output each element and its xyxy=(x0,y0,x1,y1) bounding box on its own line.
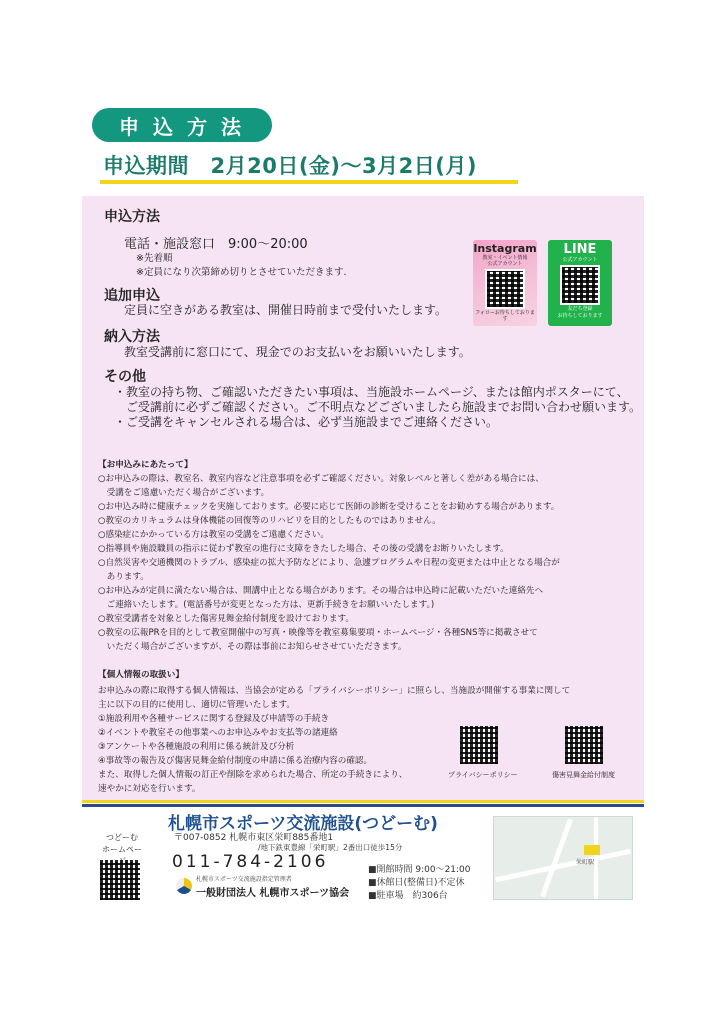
association-logo-icon xyxy=(176,878,192,894)
line-footer-2: お待ちしております xyxy=(557,313,603,319)
notice-line-7: ○自然災害や交通機関のトラブル、感染症の拡大予防などにより、急遽プログラムや日程の変更または中止となる場合が xyxy=(98,558,560,568)
notice-line-4: ○教室のカリキュラムは身体機能の回復等のリハビリを目的としたものではありません。 xyxy=(98,516,441,526)
line-title: LINE xyxy=(563,242,597,257)
privacy-line-7: また、取得した個人情報の訂正や削除を求められた場合、所定の手続きにより、 xyxy=(98,770,408,780)
injury-benefit-qr-icon[interactable] xyxy=(565,726,603,764)
section-title: 申込方法 xyxy=(119,114,255,139)
manager-note: 札幌市スポーツ交流施設指定管理者 xyxy=(196,876,292,883)
map-road xyxy=(540,819,573,898)
other-line-1: ・教室の持ち物、ご確認いただきたい事項は、当施設ホームページ、または館内ポスターにて、 xyxy=(114,385,629,399)
notice-line-12: ○教室の広報PRを目的として教室開催中の写真・映像等を教室募集要項・ホームページ・各種SNS等に掲載させて xyxy=(98,628,538,638)
instagram-qr-card[interactable] xyxy=(473,240,537,326)
homepage-label-line-1: つどーむ xyxy=(106,833,138,842)
map-road xyxy=(594,817,598,899)
injury-benefit-caption: 傷害見舞金給付制度 xyxy=(552,771,615,779)
instagram-sub-1: 教室・イベント情報 xyxy=(482,255,528,261)
other-line-3: ・ご受講をキャンセルされる場合は、必ず当施設までご連絡ください。 xyxy=(114,415,499,429)
access-info: /地下鉄東豊線「栄町駅」2番出口徒歩15分 xyxy=(258,843,403,852)
notice-heading: 【お申込みにあたって】 xyxy=(98,460,193,470)
application-method: 電話・施設窓口 9:00～20:00 xyxy=(124,237,308,252)
notice-line-5: ○感染症にかかっている方は教室の受講をご遠慮ください。 xyxy=(98,530,329,540)
notice-line-9: ○お申込みが定員に満たない場合は、開講中止となる場合があります。その場合は申込時に記載いただいた連絡先へ xyxy=(98,586,544,596)
instagram-sub-2: 公式アカウント xyxy=(487,261,523,267)
notice-line-1: ○お申込みの際は、教室名、教室内容など注意事項を必ずご確認ください。対象レベルと著しく差がある場合には、 xyxy=(98,474,544,484)
notice-line-10: ご連絡いたします。(電話番号が変更となった方は、更新手続きをお願いいたします。) xyxy=(98,600,435,610)
notice-line-8: あります。 xyxy=(98,572,149,582)
map-station-marker-icon xyxy=(584,845,600,855)
organization-name: 一般財団法人 札幌市スポーツ協会 xyxy=(196,888,350,899)
privacy-policy-qr-icon[interactable] xyxy=(460,726,498,764)
application-note-1: ※先着順 xyxy=(136,253,173,264)
application-period: 申込期間 2月20日(金)～3月2日(月) xyxy=(103,154,477,178)
notice-line-11: ○教室受講者を対象とした傷害見舞金給付制度を設けております。 xyxy=(98,614,355,624)
privacy-line-4: ②イベントや教室その他事業へのお申込みやお支払等の諸連絡 xyxy=(98,728,338,738)
privacy-line-5: ③アンケートや各種施設の利用に係る統計及び分析 xyxy=(98,742,295,752)
notice-line-2: 受講をご遠慮いただく場合がございます。 xyxy=(98,488,270,498)
homepage-qr-icon[interactable] xyxy=(100,860,140,900)
line-sub: 公式アカウント xyxy=(562,257,598,263)
other-heading: その他 xyxy=(104,369,146,385)
other-line-2: ご受講前に必ずご確認ください。ご不明点などございましたら施設までお問い合わせ願います。 xyxy=(114,400,642,414)
instagram-qr-code-icon xyxy=(485,269,525,309)
instagram-title: Instagram xyxy=(473,242,537,255)
footer-divider-yellow xyxy=(82,800,644,803)
privacy-heading: 【個人情報の取扱い】 xyxy=(98,670,184,680)
privacy-line-3: ①施設利用や各種サービスに関する登録及び申請等の手続き xyxy=(98,714,330,724)
opening-hours: ■開館時間 9:00～21:00 xyxy=(368,865,471,875)
privacy-policy-caption: プライバシーポリシー xyxy=(448,771,518,779)
map-road xyxy=(495,849,631,883)
line-qr-code-icon xyxy=(560,265,600,305)
footer-divider-blue xyxy=(82,804,644,807)
notice-line-13: いただく場合がございますが、その際は事前にお知らせさせていただきます。 xyxy=(98,642,407,652)
payment-text: 教室受講前に窓口にて、現金でのお支払いをお願いいたします。 xyxy=(124,345,471,359)
privacy-line-6: ④事故等の報告及び傷害見舞金給付制度の申請に係る治療内容の確認。 xyxy=(98,756,373,766)
additional-text: 定員に空きがある教室は、開催日時前まで受付いたします。 xyxy=(124,303,448,317)
privacy-line-8: 速やかに対応を行います。 xyxy=(98,784,201,794)
postal-address: 〒007-0852 札幌市東区栄町885番地1 xyxy=(174,833,334,843)
homepage-label-line-2: ホームペー xyxy=(102,845,142,854)
additional-heading: 追加申込 xyxy=(104,288,160,304)
instagram-footer: フォローお待ちしております xyxy=(475,310,535,322)
application-note-2: ※定員になり次第締め切りとさせていただきます. xyxy=(136,267,347,278)
privacy-line-1: お申込みの際に取得する個人情報は、当協会が定める「プライバシーポリシー」に照らし、当施設が開催する事業に関して xyxy=(98,686,571,696)
notice-line-6: ○指導員や施設職員の指示に従わず教室の進行に支障をきたした場合、その後の受講をお断りいたします。 xyxy=(98,544,509,554)
location-map[interactable] xyxy=(493,816,633,900)
closed-days: ■休館日(整備日)不定休 xyxy=(368,878,465,888)
phone-number[interactable]: 011-784-2106 xyxy=(172,852,329,872)
notice-line-3: ○お申込み時に健康チェックを実施しております。必要に応じて医師の診断を受けることをお勧めする場合があります。 xyxy=(98,502,560,512)
privacy-line-2: 主に以下の目的に使用し、適切に管理いたします。 xyxy=(98,700,295,710)
parking-info: ■駐車場 約306台 xyxy=(368,891,448,901)
facility-name: 札幌市スポーツ交流施設(つどーむ) xyxy=(168,814,438,834)
line-footer-1: 友だち登録 xyxy=(567,306,593,312)
payment-heading: 納入方法 xyxy=(104,329,160,345)
map-station-label: 栄町駅 xyxy=(576,859,595,866)
application-heading: 申込方法 xyxy=(104,209,160,225)
section-title-pill xyxy=(92,108,272,142)
line-qr-card[interactable] xyxy=(548,240,612,326)
period-underline xyxy=(100,180,518,184)
